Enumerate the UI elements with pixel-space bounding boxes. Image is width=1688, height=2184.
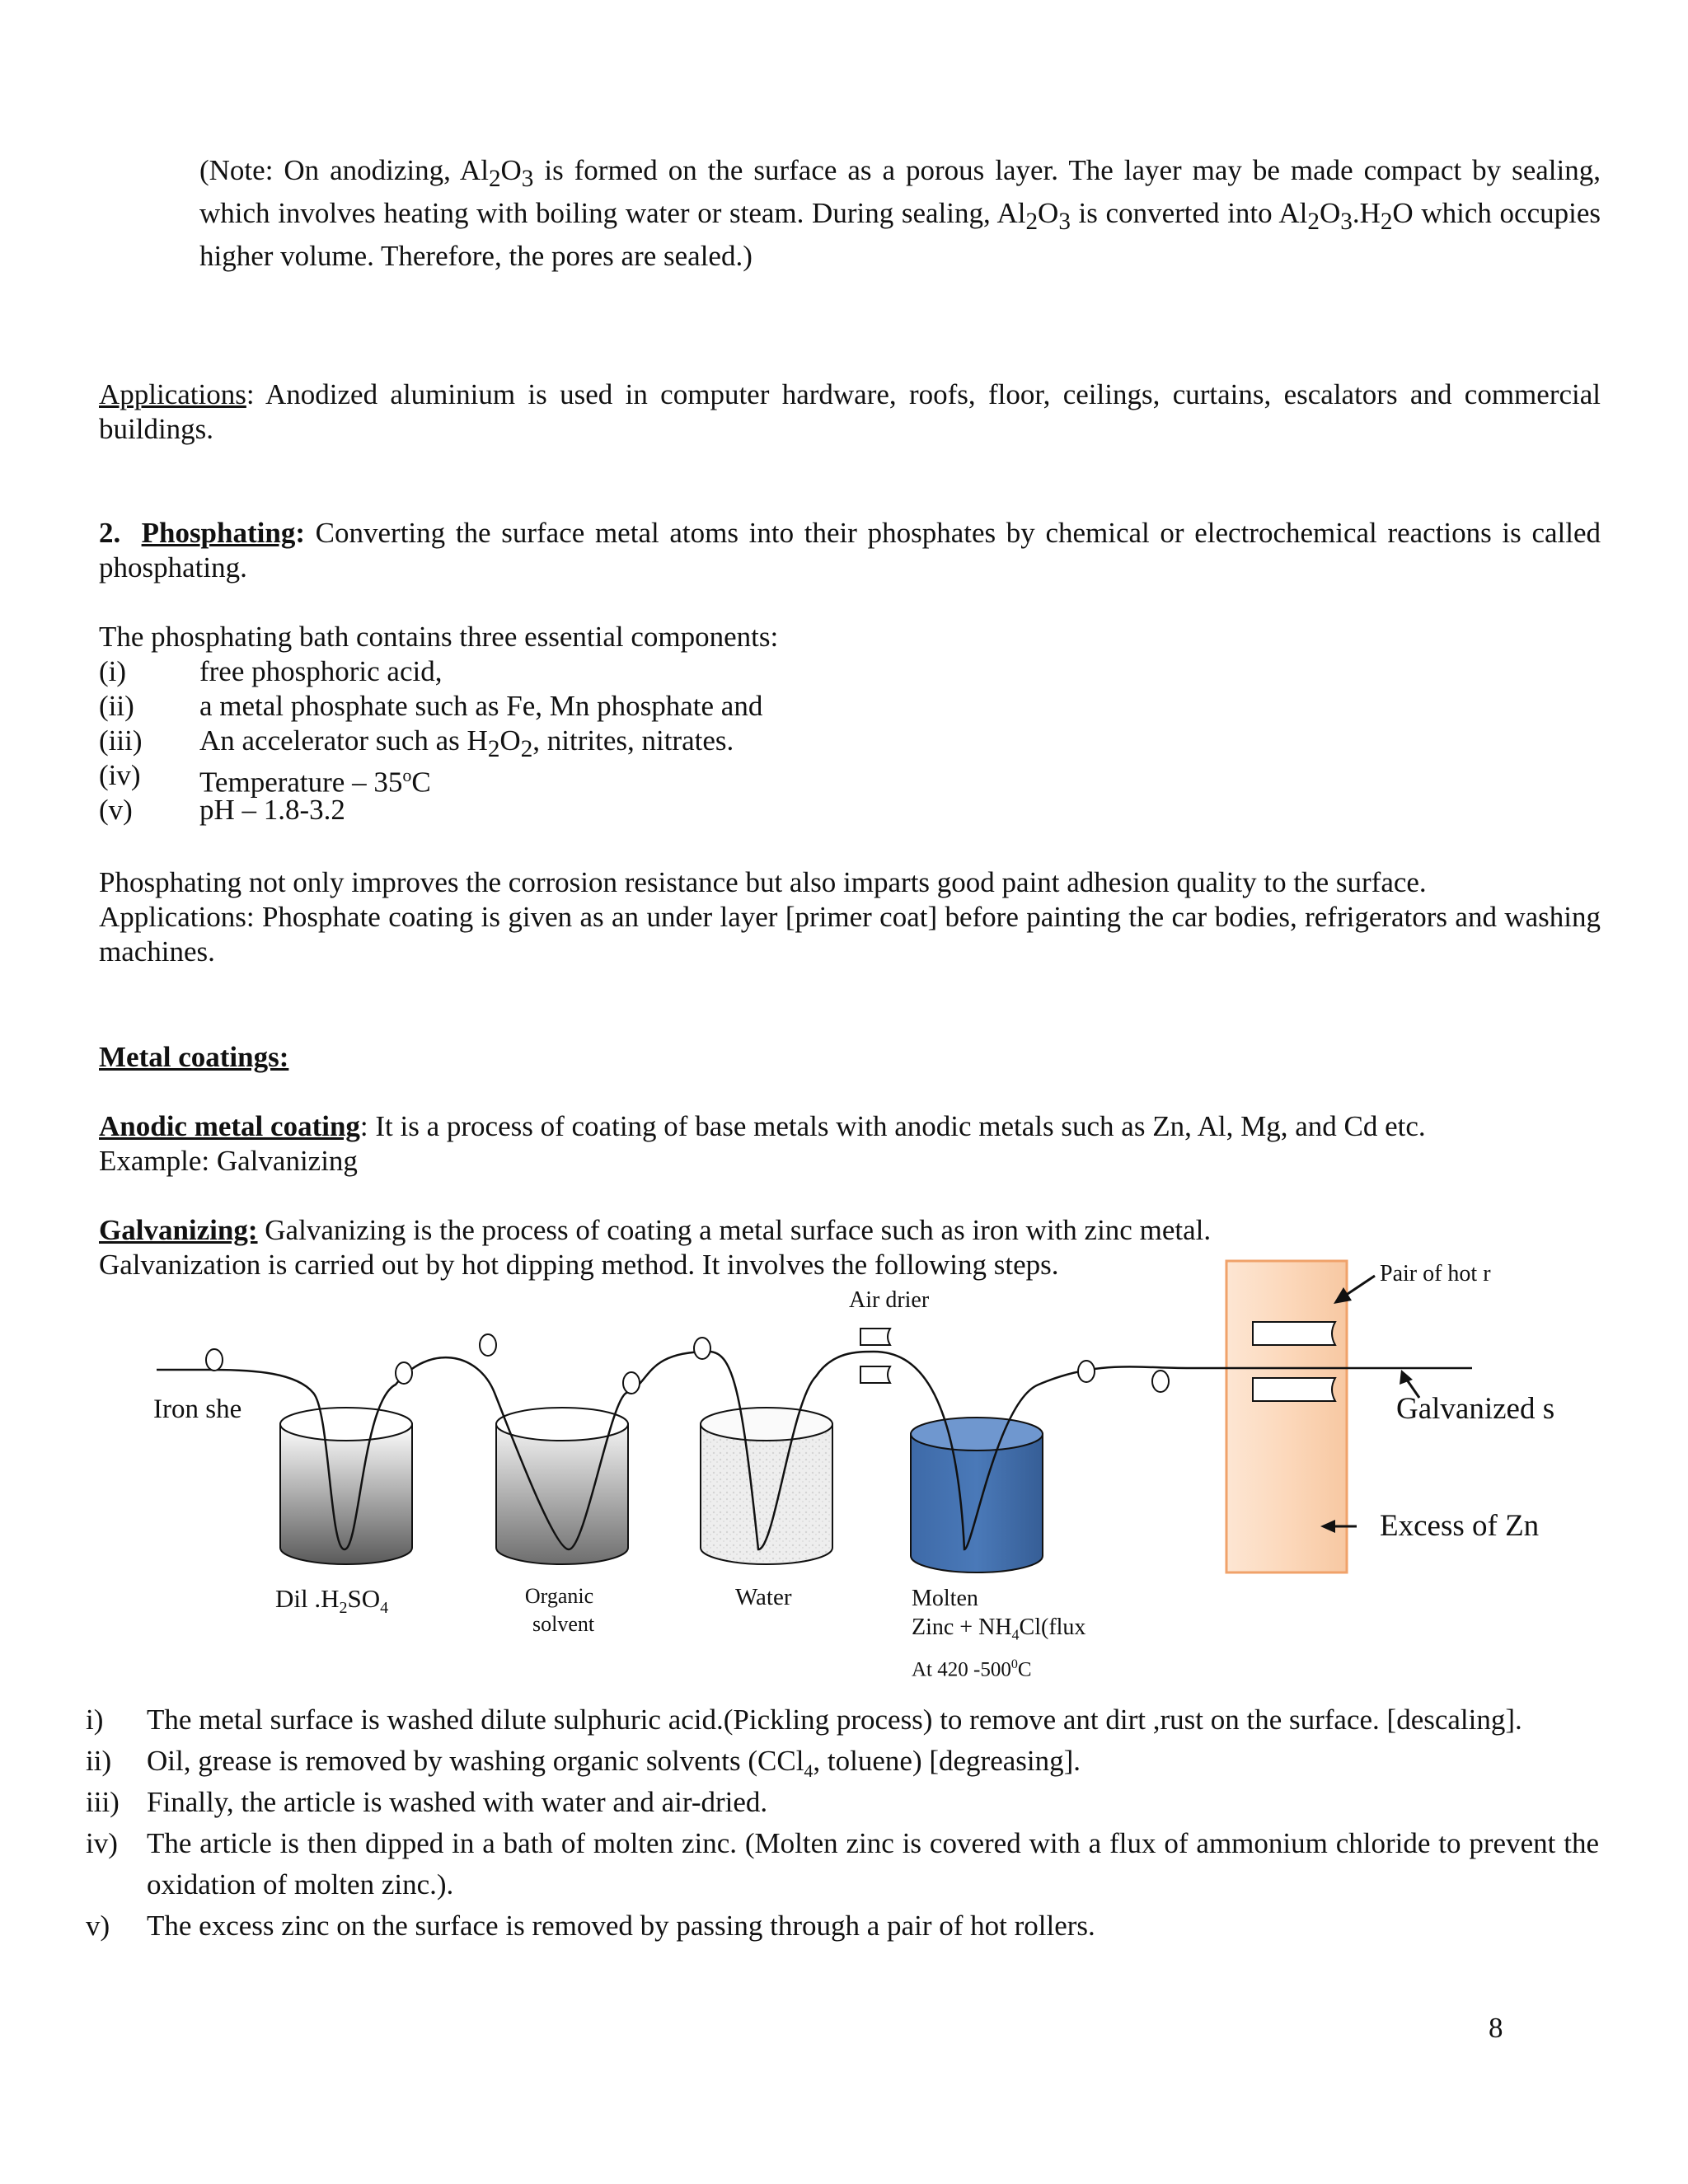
tank-dilute-acid <box>280 1408 412 1564</box>
page-number: 8 <box>1489 2012 1503 2044</box>
label-tank-water: Water <box>735 1584 792 1610</box>
bath-intro: The phosphating bath contains three essential components: <box>99 621 779 653</box>
galvanizing-definition: Galvanizing: Galvanizing is the process of coating a metal surface such as iron with zinc metal. <box>99 1214 1212 1246</box>
label-excess-zn: Excess of Zn <box>1380 1509 1540 1543</box>
component-item: (i) free phosphoric acid, <box>99 655 443 687</box>
example-line: Example: Galvanizing <box>99 1145 358 1177</box>
sheet-loops <box>206 1334 1169 1394</box>
component-item: (iii) An accelerator such as $H_2O_2$, nitrites, nitrates. <box>99 724 734 762</box>
applications-label: Applications <box>99 378 246 410</box>
air-drier <box>860 1329 890 1383</box>
component-item: (v) pH – 1.8-3.2 <box>99 794 345 826</box>
label-tank-organic: Organic solvent <box>524 1584 595 1636</box>
label-iron-sheet: Iron she <box>153 1394 242 1424</box>
step-item: ii) Oil, grease is removed by washing organic solvents (CCl$_4$, toluene) [degreasing]. <box>86 1745 1081 1781</box>
component-item: (ii) a metal phosphate such as Fe, Mn phosphate and <box>99 690 763 722</box>
galvanizing-method: Galvanization is carried out by hot dipping method. It involves the following steps. <box>99 1249 1059 1281</box>
roller-bottom <box>1253 1378 1335 1401</box>
tank-organic-solvent <box>496 1408 628 1564</box>
phosphating-heading: Phosphating <box>141 517 296 549</box>
phosphating-benefit: Phosphating not only improves the corrosion resistance but also imparts good paint adhesion quality to the surface. <box>99 866 1427 898</box>
component-item: (iv) Temperature – 35$^o$C <box>99 759 431 799</box>
anodic-metal-coating: Anodic metal coating: It is a process of coating of base metals with anodic metals such as Zn, Al, Mg, and Cd etc. <box>99 1110 1426 1142</box>
anodized-applications: Applications: Anodized aluminium is used in computer hardware, roofs, floor, ceilings, curtains, escalators and commercial buildings. <box>99 378 1601 445</box>
step-item: i) The metal surface is washed dilute sulphuric acid.(Pickling process) to remove ant dirt ,rust on the surface. [descaling]. <box>86 1704 1522 1736</box>
tank-molten-zinc <box>911 1418 1043 1572</box>
step-item: iii) Finally, the article is washed with water and air-dried. <box>86 1786 768 1818</box>
step-item: v) The excess zinc on the surface is removed by passing through a pair of hot rollers. <box>86 1910 1095 1942</box>
step-item: iv) The article is then dipped in a bath of molten zinc. (Molten zinc is covered with a flux of ammonium chloride to prevent the oxidation of molten zinc.). <box>86 1827 1599 1900</box>
label-pair-rollers: Pair of hot r <box>1380 1261 1491 1286</box>
phosphating-definition: 2. Phosphating: Converting the surface metal atoms into their phosphates by chemical or electrochemical reactions is called phosphating. <box>99 517 1601 583</box>
anodizing-note: (Note: On anodizing, $Al_2O_3$ is formed on the surface as a porous layer. The layer may be made compact by sealing, which involves heating with boiling water or steam. During sealing, $Al_2O_3$ is converted into $Al_2O_3.H_2O$ which occupies higher volume. Therefore, the pores are sealed.) <box>199 154 1601 272</box>
label-tank-acid: Dil $.H_2SO_4$ <box>275 1584 389 1618</box>
label-air-drier: Air drier <box>849 1287 930 1313</box>
label-tank-molten: Molten Zinc + $NH_4Cl(flux$ At 420 $-500^0C$ <box>912 1586 1086 1680</box>
roller-top <box>1253 1322 1335 1345</box>
metal-coatings-heading: Metal coatings: <box>99 1041 289 1073</box>
label-galvanized: Galvanized s <box>1396 1392 1555 1426</box>
phosphating-applications: Applications: Phosphate coating is given as an under layer [primer coat] before painting the car bodies, refrigerators and washing machines. <box>99 901 1601 968</box>
